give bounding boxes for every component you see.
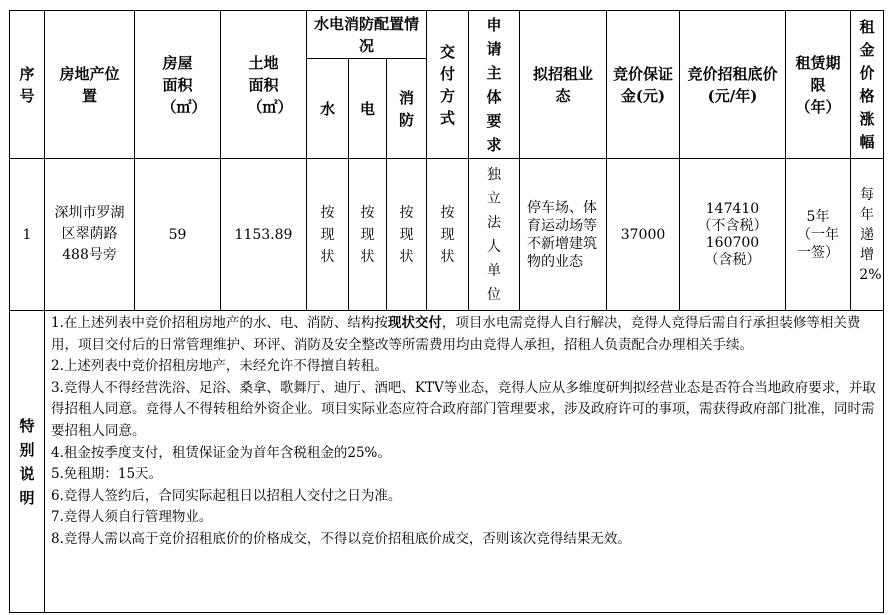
header-land-area: 土地面积（㎡） [221, 11, 307, 159]
auction-table [9, 10, 884, 613]
cell-deposit: 37000 [607, 159, 680, 311]
note-item-2: 2.上述列表中竞价招租房地产，未经允许不得擅自转租。 [51, 358, 388, 375]
cell-area: 59 [135, 159, 221, 311]
note-item-6: 6.竞得人签约后，合同实际起租日以招租人交付之日为准。 [51, 487, 402, 504]
cell-land-area: 1153.89 [221, 159, 307, 311]
header-fire: 消防 [387, 59, 427, 159]
cell-seq: 1 [10, 159, 45, 311]
cell-electricity: 按现状 [349, 159, 387, 311]
header-business: 拟招租业态 [520, 11, 607, 159]
cell-applicant: 独立法人单位 [469, 159, 520, 311]
cell-term: 5年 （一年一签） [786, 159, 851, 311]
header-electricity: 电 [349, 59, 387, 159]
header-delivery: 交付方式 [427, 11, 469, 159]
note-item-7: 7.竞得人须自行管理物业。 [51, 509, 213, 526]
header-term: 租赁期限（年） [786, 11, 851, 159]
header-applicant: 申请主体要求 [469, 11, 520, 159]
note-item-1: 1.在上述列表中竞价招租房地产的水、电、消防、结构按现状交付，项目水电需竞得人自行解决，竞得人竞得后需自行承担装修等相关费用，项目交付后的日常管理维护、环评、消防及安全整改等所需费用均由竞得人承担，招租人负责配合办理相关手续。 [51, 315, 861, 353]
note-item-3: 3.竞得人不得经营洗浴、足浴、桑拿、歌舞厅、迪厅、酒吧、KTV等业态，竞得人应从多维度研判拟经营业态是否符合当地政府要求，并取得招租人同意。竞得人不得转租给外资企业。项目实际业态应符合政府部门管理要求，涉及政府许可的事项，需获得政府部门批准，同时需要招租人同意。 [51, 379, 876, 439]
cell-location: 深圳市罗湖区翠荫路488号旁 [45, 159, 135, 311]
note-item-5: 5.免租期：15天。 [51, 466, 163, 483]
notes-label: 特别说明 [10, 311, 45, 613]
cell-business: 停车场、体育运动场等不新增建筑物的业态 [520, 159, 607, 311]
cell-fire: 按现状 [387, 159, 427, 311]
note-item-8: 8.竞得人需以高于竞价招租底价的价格成交，不得以竞价招租底价成交，否则该次竞得结果无效。 [51, 530, 631, 547]
cell-delivery: 按现状 [427, 159, 469, 311]
header-area: 房屋面积（㎡） [135, 11, 221, 159]
header-seq: 序号 [10, 11, 45, 159]
header-water: 水 [307, 59, 349, 159]
header-utilities: 水电消防配置情况 [307, 11, 427, 59]
notes-row [10, 311, 884, 613]
table-row [10, 159, 884, 311]
header-base-price: 竞价招租底价(元/年) [680, 11, 786, 159]
header-location: 房地产位置 [45, 11, 135, 159]
notes-content [45, 311, 884, 613]
note-item-4: 4.租金按季度支付，租赁保证金为首年含税租金的25%。 [51, 444, 391, 461]
header-deposit: 竞价保证金(元) [607, 11, 680, 159]
cell-water: 按现状 [307, 159, 349, 311]
cell-rent-increase: 每年递增2% [851, 159, 884, 311]
cell-base-price: 147410 （不含税） 160700 （含税） [680, 159, 786, 311]
header-rent-increase: 租金价格涨幅 [851, 11, 884, 159]
